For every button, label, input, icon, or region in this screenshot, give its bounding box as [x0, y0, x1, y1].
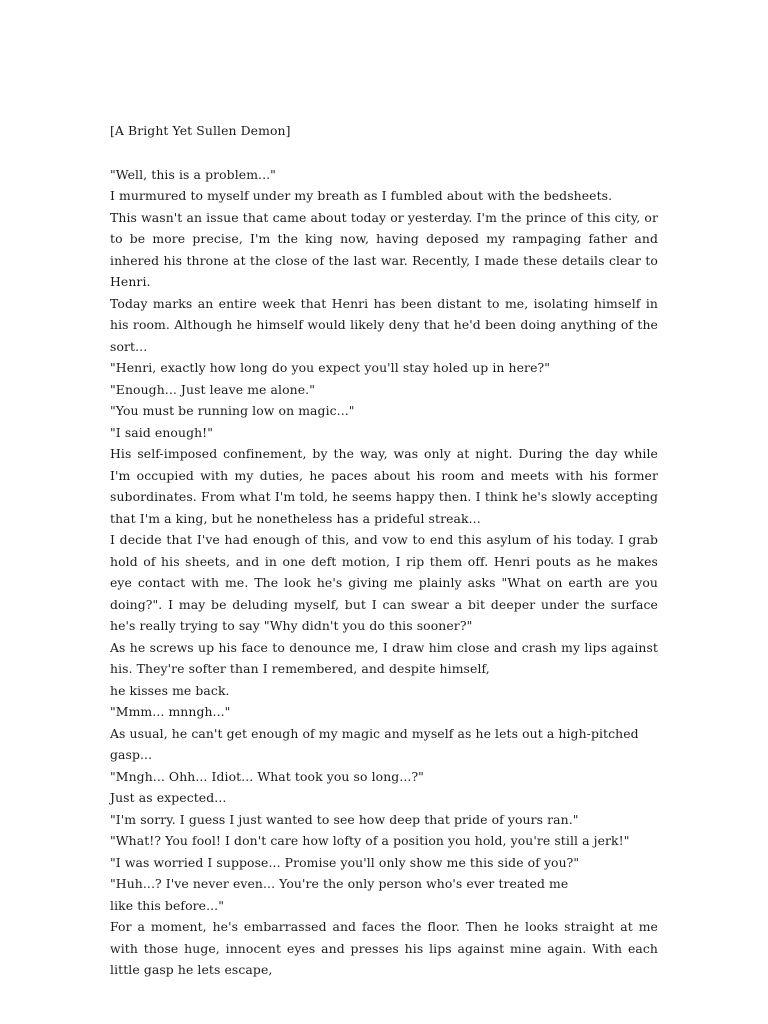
paragraph: "Mngh... Ohh... Idiot... What took you so long...?": [110, 768, 424, 784]
paragraph: "Well, this is a problem...": [110, 166, 276, 182]
paragraph: "What!? You fool! I don't care how lofty of a position you hold, you're still a jerk!": [110, 833, 630, 848]
paragraph: Just as expected...: [110, 790, 227, 805]
paragraph: "Henri, exactly how long do you expect you'll stay holed up in here?": [110, 360, 551, 375]
paragraph: he kisses me back.: [110, 682, 230, 698]
paragraph: like this before...": [110, 897, 225, 913]
paragraph: "I said enough!": [110, 424, 214, 440]
paragraph: Today marks an entire week that Henri has been distant to me, isolating himself in his room. Although he himself would likely deny that he'd been doing anything of the sort...: [110, 295, 658, 354]
paragraph: As he screws up his face to denounce me, I draw him close and crash my lips against his. They're softer than I remembered, and despite himself,: [110, 639, 658, 676]
paragraph: I decide that I've had enough of this, and vow to end this asylum of his today. I grab hold of his sheets, and in one deft motion, I rip them off. Henri pouts as he makes eye contact with me. The look he's giving me plainly asks "What on earth are you doing?". I may be deluding myself, but I can swear a bit deeper under the surface he's really trying to say "Why didn't you do this sooner?": [110, 532, 658, 633]
paragraph: As usual, he can't get enough of my magic and myself as he lets out a high-pitched gasp...: [110, 725, 639, 762]
paragraph: "Huh...? I've never even... You're the only person who's ever treated me: [110, 876, 569, 891]
paragraph: "You must be running low on magic...": [110, 403, 355, 418]
paragraph: "Mmm... mnngh...": [110, 704, 231, 719]
paragraph: His self-imposed confinement, by the way, was only at night. During the day while I'm occupied with my duties, he paces about his room and meets with his former subordinates. From what I'm told, he seems happy then. I think he's slowly accepting that I'm a king, but he nonetheless has a prideful streak...: [110, 446, 658, 526]
paragraph: "I was worried I suppose... Promise you'll only show me this side of you?": [110, 854, 580, 870]
paragraph: This wasn't an issue that came about today or yesterday. I'm the prince of this city, or to be more precise, I'm the king now, having deposed my rampaging father and inhered his throne at the close of the last war. Recently, I made these details clear to Henri.: [110, 209, 658, 289]
paragraph: "Enough... Just leave me alone.": [110, 381, 315, 397]
paragraph: I murmured to myself under my breath as I fumbled about with the bedsheets.: [110, 188, 613, 203]
document-page: [110, 120, 658, 981]
document-title: [A Bright Yet Sullen Demon]: [110, 123, 291, 138]
paragraph: "I'm sorry. I guess I just wanted to see how deep that pride of yours ran.": [110, 811, 579, 827]
paragraph: For a moment, he's embarrassed and faces the floor. Then he looks straight at me with those huge, innocent eyes and presses his lips against mine again. With each little gasp he lets escape,: [110, 919, 658, 977]
